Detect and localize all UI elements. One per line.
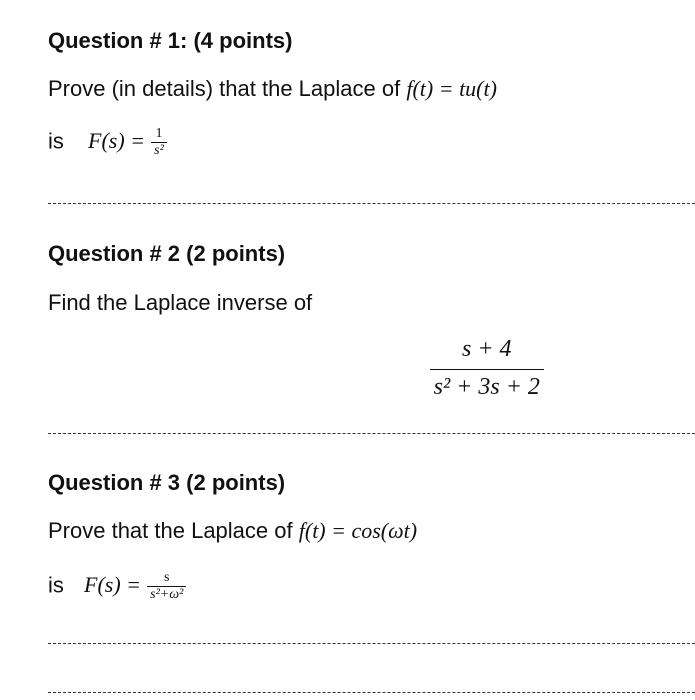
question-3-prompt: Prove that the Laplace of [48,518,293,543]
question-2-fraction [422,336,552,401]
question-3-result-denominator: s²+ω² [147,586,186,603]
question-3-title: Question # 3 (2 points) [48,470,286,495]
question-3-prompt-line [48,518,417,544]
question-1-prompt-line [48,76,497,102]
question-2-denominator: s² + 3s + 2 [430,369,544,401]
question-1-result-lhs: F(s) = [88,128,146,154]
divider-4 [48,692,695,693]
question-3-result-numerator: s [164,570,170,585]
question-2-title: Question # 2 (2 points) [48,241,286,266]
question-1-result-numerator: 1 [155,126,163,141]
question-2-numerator: s + 4 [462,336,512,362]
question-1-result-line [48,126,167,159]
question-2-prompt: Find the Laplace inverse of [48,290,313,315]
question-1-is-label: is [48,128,64,154]
question-1-result-fraction [151,126,167,159]
divider-1 [48,203,695,204]
question-3-is-label: is [48,572,64,598]
divider-3 [48,643,695,644]
question-3-result-lhs: F(s) = [84,572,142,598]
question-1-function: f(t) = tu(t) [406,76,497,101]
question-3-result-fraction [147,570,186,603]
question-1-title: Question # 1: (4 points) [48,28,293,53]
divider-2 [48,433,695,434]
question-1-prompt: Prove (in details) that the Laplace of [48,76,401,101]
question-3-result-line [48,570,186,603]
question-1-result-denominator: s² [151,142,167,159]
question-3-function: f(t) = cos(ωt) [298,518,418,543]
